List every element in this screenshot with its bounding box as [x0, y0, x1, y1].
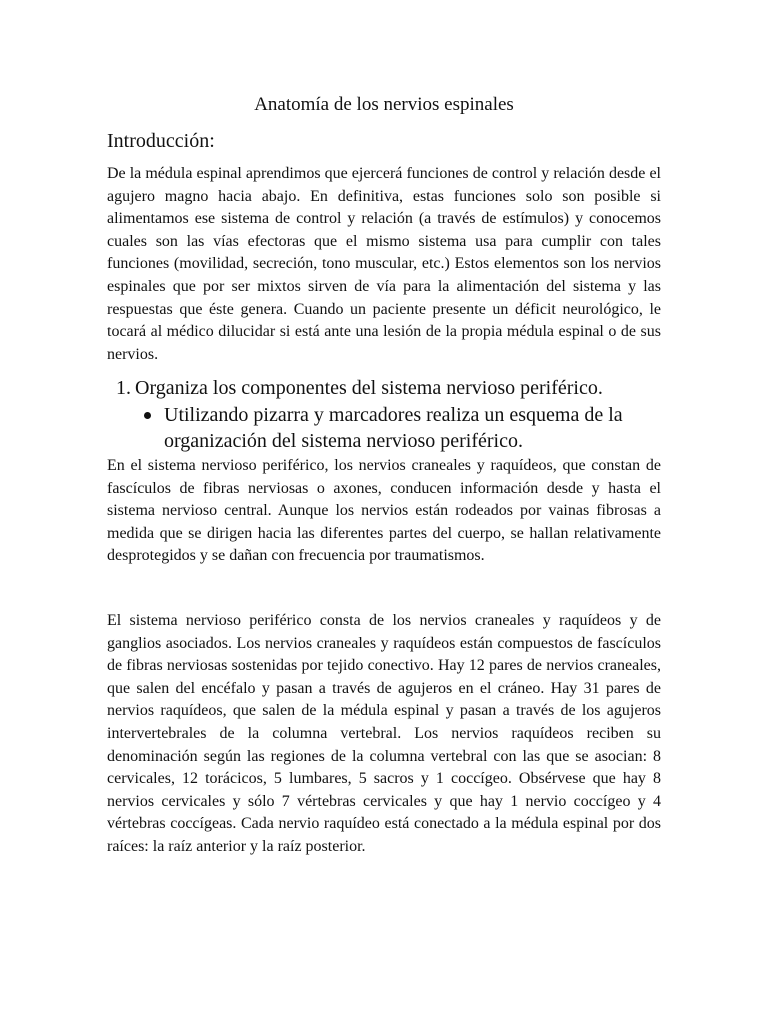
intro-paragraph: De la médula espinal aprendimos que ejercerá funciones de control y relación desde el agujero magno hacia abajo. En definitiva, estas funciones solo son posible si alimentamos ese sistema de control y relación (a través de estímulos) y conocemos cuales son las vías efectoras que el mismo sistema usa para cumplir con tales funciones (movilidad, secreción, tono muscular, etc.) Estos elementos son los nervios espinales que por ser mixtos sirven de vía para la alimentación del sistema y las respuestas que éste genera. Cuando un paciente presente un déficit neurológico, le tocará al médico dilucidar si está ante una lesión de la propia médula espinal o de sus nervios. [107, 165, 661, 363]
bullet-icon [144, 412, 151, 419]
bullet-item-text: Utilizando pizarra y marcadores realiza un esquema de la organización del sistema nervioso periférico. [164, 404, 623, 452]
document-title: Anatomía de los nervios espinales [254, 94, 514, 115]
section-heading-introduccion: Introducción: [107, 130, 215, 152]
body-paragraph-2: El sistema nervioso periférico consta de los nervios craneales y raquídeos y de ganglios asociados. Los nervios craneales y raquídeos están compuestos de fascículos de fibras nerviosas sostenidas por tejido conectivo. Hay 12 pares de nervios craneales, que salen del encéfalo y pasan a través de agujeros en el cráneo. Hay 31 pares de nervios raquídeos, que salen de la médula espinal y pasan a través de los agujeros intervertebrales de la columna vertebral. Los nervios raquídeos reciben su denominación según las regiones de la columna vertebral con las que se asocian: 8 cervicales, 12 torácicos, 5 lumbares, 5 sacros y 1 coccígeo. Obsérvese que hay 8 nervios cervicales y sólo 7 vértebras cervicales y que hay 1 nervio coccígeo y 4 vértebras coccígeas. Cada nervio raquídeo está conectado a la médula espinal por dos raíces: la raíz anterior y la raíz posterior. [107, 612, 661, 855]
list-number: 1. [116, 377, 131, 399]
body-paragraph-1: En el sistema nervioso periférico, los nervios craneales y raquídeos, que constan de fascículos de fibras nerviosas o axones, conducen información desde y hasta el sistema nervioso central. Aunque los nervios están rodeados por vainas fibrosas a medida que se dirigen hacia las diferentes partes del cuerpo, se hallan relativamente desprotegidos y se dañan con frecuencia por traumatismos. [107, 457, 661, 565]
list-item-text: Organiza los componentes del sistema nervioso periférico. [135, 377, 603, 399]
